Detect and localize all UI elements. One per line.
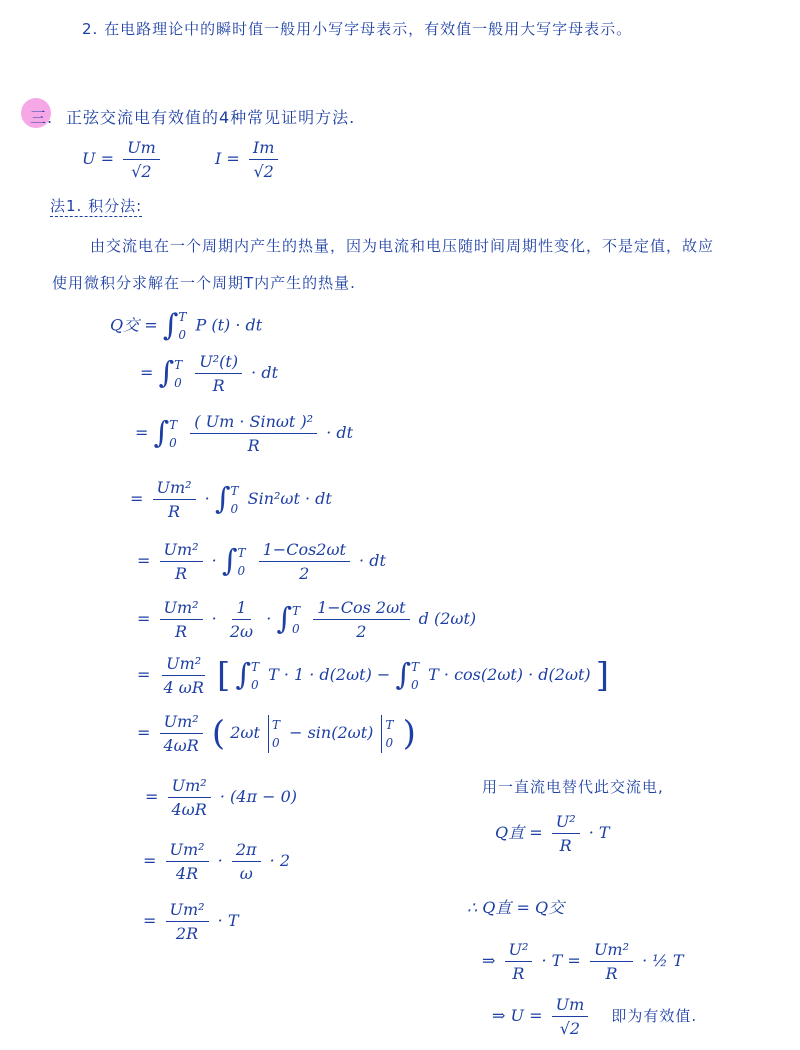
rms-voltage-formula: U = $\frac{Um}{√2}$ (82, 138, 164, 181)
section-title: 正弦交流电有效值的4种常见证明方法. (66, 108, 356, 127)
implication-2: ⇒ U = $\frac{Um}{√2}$ 即为有效值. (492, 995, 698, 1038)
dc-heat-formula: Q直 = $\frac{\text{U²}}{R}$ · T (495, 812, 610, 855)
derivation-step-3: = ∫ T 0 $\frac{\text{( Um · Sinωt )²}}{R}$ · dt (135, 412, 354, 455)
side-note: 用一直流电替代此交流电, (482, 778, 664, 796)
intro-note: 2. 在电路理论中的瞬时值一般用小写字母表示，有效值一般用大写字母表示。 (82, 20, 633, 38)
derivation-step-4: = $\frac{\text{Um²}}{R}$ · ∫ T 0 Sin²ωt · dt (130, 478, 332, 521)
section-number: 三. (30, 108, 54, 127)
derivation-step-11: = $\frac{\text{Um²}}{2R}$ · T (143, 900, 239, 943)
implication-1: ⇒ $\frac{\text{U²}}{R}$ · T = $\frac{\text{Um²}}{R}$ · ½ T (482, 940, 684, 983)
derivation-step-6: = $\frac{\text{Um²}}{R}$ · $\frac{1}{2\omega}$ · ∫ T 0 $\frac{\text{1−Cos 2ωt}}{2}$ d (2ωt) (137, 598, 477, 641)
method-title: 法1. 积分法: (50, 197, 143, 215)
derivation-step-7: = $\frac{\text{Um²}}{4 \omega R}$ [ ∫ T 0 T · 1 · d(2ωt) − ∫ T 0 T · cos(2ωt) · d(2ωt) ] (137, 654, 610, 697)
method-paragraph-line-2: 使用微积分求解在一个周期T内产生的热量. (52, 274, 356, 292)
derivation-step-1: Q交 = ∫ T 0 P (t) · dt (110, 308, 263, 343)
rms-current-formula: I = $\frac{Im}{√2}$ (215, 138, 282, 181)
derivation-step-2: = ∫ T 0 $\frac{\text{U²(t)}}{R}$ · dt (140, 352, 278, 395)
method-paragraph-line-1: 由交流电在一个周期内产生的热量，因为电流和电压随时间周期性变化，不是定值，故应 (90, 237, 715, 255)
derivation-step-9: = $\frac{\text{Um²}}{4\omega R}$ · (4π − 0) (145, 776, 297, 819)
derivation-step-10: = $\frac{\text{Um²}}{4R}$ · $\frac{2\pi}{\omega}$ · 2 (143, 840, 291, 883)
heat-equality: ∴ Q直 = Q交 (467, 898, 565, 917)
derivation-step-8: = $\frac{\text{Um²}}{4\omega R}$ ( 2ωt T 0 − sin(2ωt) T 0 ) (137, 712, 416, 755)
derivation-step-5: = $\frac{\text{Um²}}{R}$ · ∫ T 0 $\frac{\text{1−Cos2ωt}}{2}$ · dt (137, 540, 386, 583)
